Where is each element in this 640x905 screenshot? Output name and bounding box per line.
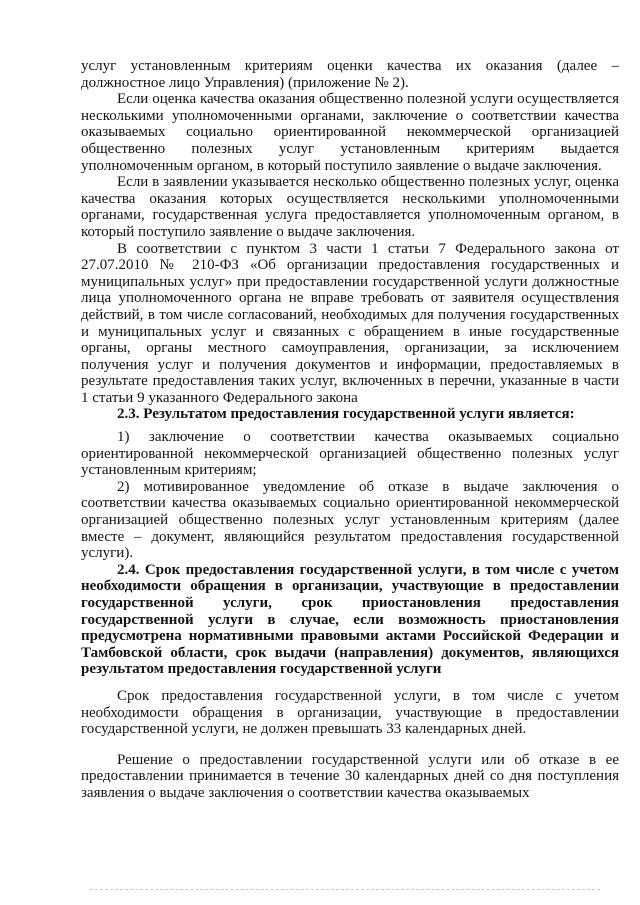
list-item-result-1: 1) заключение о соответствии качества оказываемых социально ориентированной некоммерческой организацией общественно полезных услуг установленным критериям; xyxy=(81,429,619,479)
section-heading-2-3: 2.3. Результатом предоставления государственной услуги является: xyxy=(117,406,575,423)
paragraph-service-term: Срок предоставления государственной услуги, в том числе с учетом необходимости обращения в организации, участвующие в предоставлении государственной услуги, не должен превышать 33 календарных дней. xyxy=(81,687,619,738)
scan-artifact-line xyxy=(90,889,600,891)
paragraph-multiple-services: Если в заявлении указывается несколько общественно полезных услуг, оценка качества оказания которых осуществляется несколькими уполномоченными органами, государственная услуга предоставляется уполномоченным органом, в который поступило заявление о выдаче заключения. xyxy=(81,174,619,240)
paragraph-decision-term: Решение о предоставлении государственной услуги или об отказе в ее предоставлении принимается в течение 30 календарных дней со дня поступления заявления о выдаче заключения о соответствии качества оказываемых xyxy=(81,751,619,801)
paragraph-multiple-authorities: Если оценка качества оказания общественно полезной услуги осуществляется несколькими уполномоченными органами, заключение о соответствии качества оказываемых социально ориентированной некоммерческой организацией общественно полезных услуг установленным критериям выдается уполномоченным органом, в который поступило заявление о выдаче заключения. xyxy=(81,91,619,174)
paragraph-federal-law-reference: В соответствии с пунктом 3 части 1 статьи 7 Федерального закона от 27.07.2010 № 210-ФЗ «Об организации предоставления государственных и муниципальных услуг» при предоставлении государственной услуги должностные лица уполномоченного органа не вправе требовать от заявителя осуществления действий, в том числе согласований, необходимых для получения государственных и муниципальных услуг и связанных с обращением в иные государственные органы, органы местного самоуправления, организации, за исключением получения услуг и получения документов и информации, предоставляемых в результате предоставления таких услуг, включенных в перечни, указанные в части 1 статьи 9 указанного Федерального закона xyxy=(81,240,619,406)
paragraph-continuation: услуг установленным критериям оценки качества их оказания (далее – должностное лицо Управления) (приложение № 2). xyxy=(81,58,619,91)
section-heading-2-4: 2.4. Срок предоставления государственной услуги, в том числе с учетом необходимости обращения в организации, участвующие в предоставлении государственной услуги, срок приостановления предоставления государственной услуги в случае, если возможность приостановления предусмотрена нормативными правовыми актами Российской Федерации и Тамбовской области, срок выдачи (направления) документов, являющихся результатом предоставления государственной услуги xyxy=(81,561,619,678)
list-item-result-2: 2) мотивированное уведомление об отказе в выдаче заключения о соответствии качества оказываемых социально ориентированной некоммерческой организацией общественно полезных услуг установленным критериям (далее вместе – документ, являющийся результатом предоставления государственной услуги). xyxy=(81,478,619,562)
